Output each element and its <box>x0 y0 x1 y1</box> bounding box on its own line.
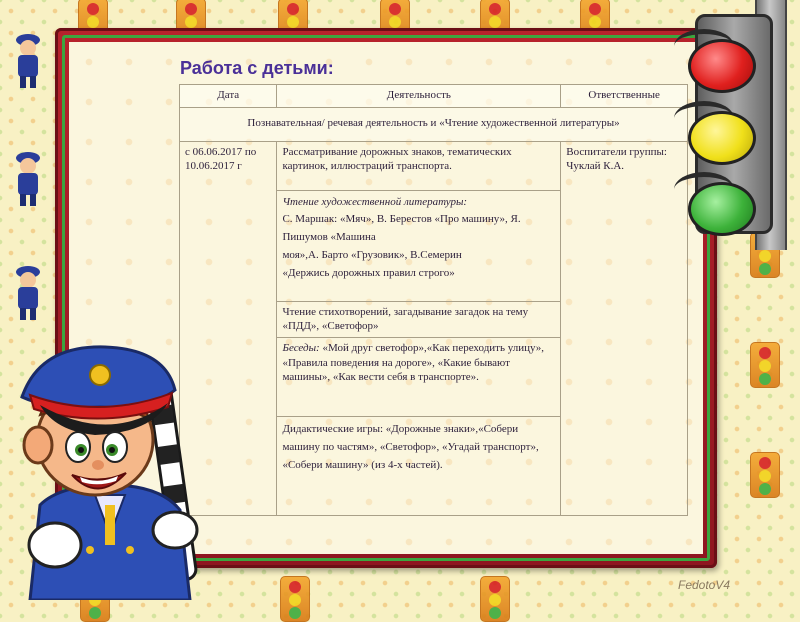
header-responsible: Ответственные <box>561 85 688 108</box>
table-row <box>180 141 688 190</box>
activity-cell: Чтение стихотворений, загадывание загадок на тему «ПДД», «Светофор» <box>277 301 561 337</box>
red-lamp-icon <box>688 39 756 93</box>
header-date: Дата <box>180 85 277 108</box>
traffic-light-housing <box>695 14 773 234</box>
watermark: FedotoV4 <box>678 578 731 592</box>
responsible-cell <box>561 141 688 515</box>
activity-line: «Держись дорожных правил строго» <box>282 266 455 279</box>
responsible-role: Воспитатели группы: <box>566 145 667 158</box>
activity-text: «Мой друг светофор»,«Как переходить улицу», «Правила поведения на дороге», «Какие бывают машины», «Как вести себя в транспорте». <box>282 341 545 384</box>
police-figure-icon <box>8 30 48 90</box>
section-row <box>180 108 688 142</box>
plan-table <box>179 84 688 516</box>
traffic-light-icon <box>480 576 510 622</box>
police-figure-icon <box>8 148 48 208</box>
activity-cell: Рассматривание дорожных знаков, тематических картинок, иллюстраций транспорта. <box>277 141 561 190</box>
activity-heading: Чтение художественной литературы: <box>282 195 468 208</box>
police-boy-illustration <box>0 335 240 600</box>
traffic-light-icon <box>750 452 780 498</box>
responsible-name: Чуклай К.А. <box>566 160 625 173</box>
activity-line: С. Маршак: «Мяч», В. Берестов «Про машину», Я. Пишумов «Машина <box>282 213 521 244</box>
header-activity: Деятельность <box>277 85 561 108</box>
yellow-lamp-icon <box>688 111 756 165</box>
slide-title: Работа с детьми: <box>180 58 334 78</box>
section-title: Познавательная/ речевая деятельность и «Чтение художественной литературы» <box>180 108 688 142</box>
police-figure-icon <box>8 262 48 322</box>
activity-label: Беседы: <box>282 341 320 354</box>
activity-cell <box>277 337 561 416</box>
activity-cell: Дидактические игры: «Дорожные знаки»,«Собери машину по частям», «Светофор», «Угадай транспорт», «Собери машину» (из 4-х частей). <box>277 416 561 515</box>
activity-line: моя»,А. Барто «Грузовик», В.Семерин <box>282 249 462 262</box>
table-header-row <box>180 85 688 108</box>
traffic-light-icon <box>750 342 780 388</box>
traffic-light-icon <box>280 576 310 622</box>
green-lamp-icon <box>688 182 756 236</box>
traffic-light-icon <box>695 0 790 250</box>
date-cell: с 06.06.2017 по 10.06.2017 г <box>180 141 277 515</box>
activity-cell <box>277 190 561 301</box>
